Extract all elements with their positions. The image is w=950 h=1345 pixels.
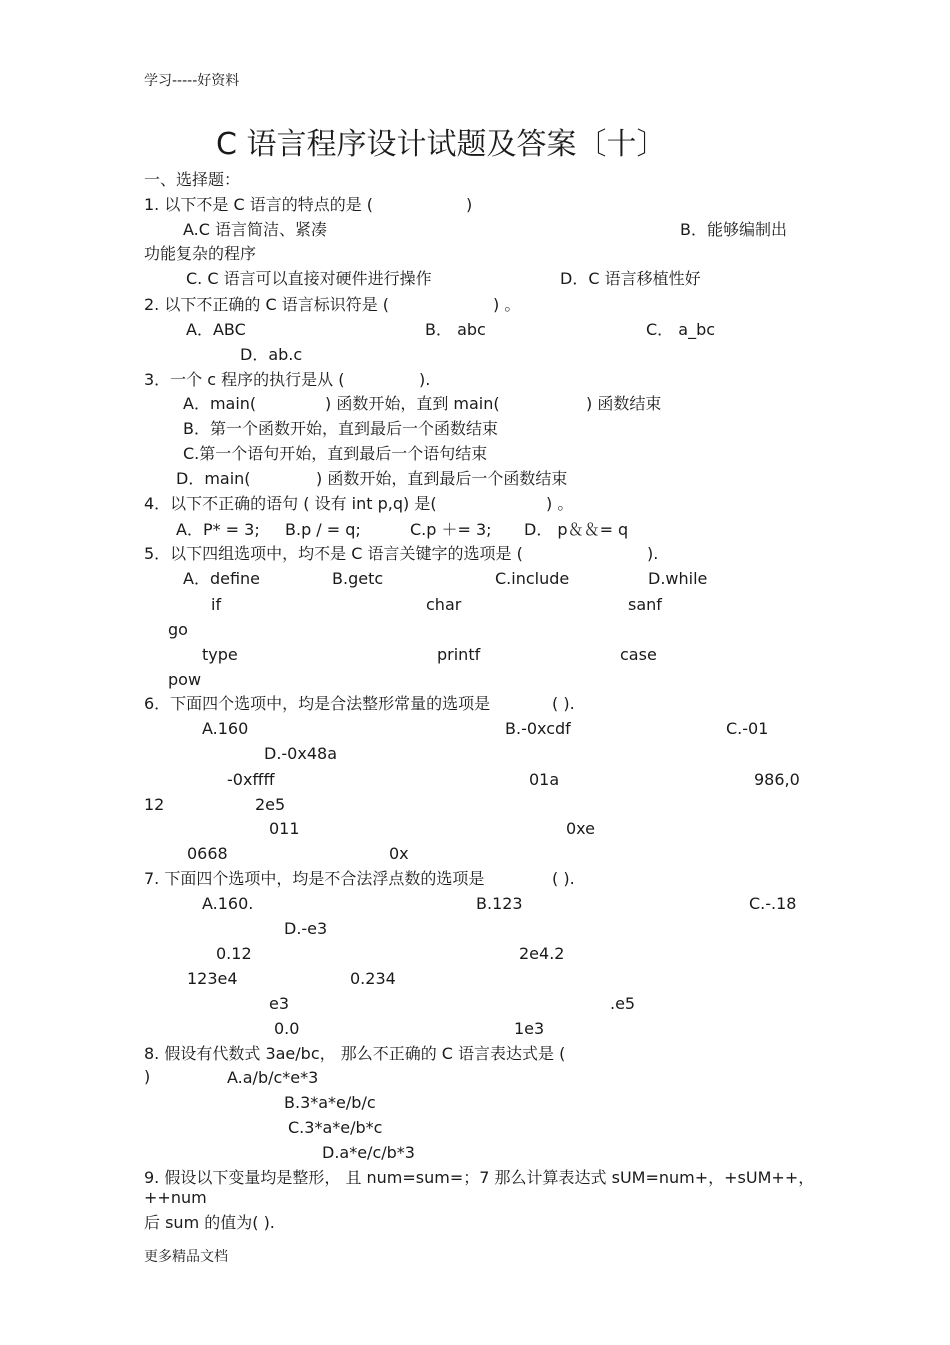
q2-stem: 2. 以下不正确的 C 语言标识符是 ( (144, 295, 390, 314)
q5-option-a: A．define (183, 569, 261, 588)
q3-close: ). (419, 370, 431, 389)
q7-row2-b: 2e4.2 (519, 944, 565, 963)
q5-close: ). (647, 544, 659, 563)
q7-row3-a: 123e4 (187, 969, 238, 988)
q8-stem: 8. 假设有代数式 3ae/bc， 那么不正确的 C 语言表达式是 ( (144, 1044, 566, 1063)
q5-option-d: D.while (648, 569, 708, 588)
q6-row3-b: 2e5 (255, 795, 286, 814)
q7-row4-b: .e5 (610, 994, 636, 1013)
q5-row4-c: case (620, 645, 657, 664)
q3-stem: 3．一个 c 程序的执行是从 ( (144, 370, 345, 389)
q1-close: ) (466, 195, 473, 214)
q9-line3: 后 sum 的值为( ). (144, 1213, 275, 1232)
q5-option-b: B.getc (332, 569, 384, 588)
q5-row2-a: if (211, 595, 222, 614)
q4-option-b: B.p / = q; (285, 520, 361, 539)
q5-row2-b: char (426, 595, 462, 614)
q6-row4-a: 011 (269, 819, 300, 838)
q6-option-d: D.-0x48a (264, 744, 337, 763)
q6-row5-b: 0x (389, 844, 409, 863)
q8-option-a: A.a/b/c*e*3 (227, 1068, 319, 1087)
q7-row5-a: 0.0 (274, 1019, 300, 1038)
q7-stem: 7. 下面四个选项中，均是不合法浮点数的选项是 (144, 869, 485, 888)
q7-row2-a: 0.12 (216, 944, 252, 963)
q6-paren: ( ). (552, 694, 575, 713)
q6-option-c: C.-01 (726, 719, 769, 738)
q1-stem: 1. 以下不是 C 语言的特点的是 ( (144, 195, 374, 214)
q6-option-b: B.-0xcdf (505, 719, 571, 738)
q3-option-c: C.第一个语句开始，直到最后一个语句结束 (183, 444, 488, 463)
q5-row3: go (168, 620, 188, 639)
q5-row5: pow (168, 670, 202, 689)
q9-line2: ++num (144, 1188, 207, 1207)
q2-option-b: B． abc (425, 320, 486, 339)
q6-row4-b: 0xe (566, 819, 595, 838)
q4-stem: 4．以下不正确的语句 ( 设有 int p,q) 是( (144, 494, 437, 513)
q9-line1: 9. 假设以下变量均是整形， 且 num=sum=；7 那么计算表达式 sUM=num+，+sUM++， (144, 1168, 815, 1187)
q4-option-a: A．P* = 3; (176, 520, 260, 539)
q7-row5-b: 1e3 (514, 1019, 545, 1038)
q1-option-a: A.C 语言简洁、紧凑 (183, 220, 328, 239)
q8-option-c: C.3*a*e/b*c (288, 1118, 383, 1137)
q3-option-a-part2: ) 函数开始，直到 main( (325, 394, 500, 413)
q6-row3-a: 12 (144, 795, 165, 814)
q3-option-d-part1: D．main( (176, 469, 251, 488)
q1-option-d: D．C 语言移植性好 (560, 269, 701, 288)
q5-row4-b: printf (437, 645, 481, 664)
q6-row5-a: 0668 (187, 844, 228, 863)
q7-row4-a: e3 (269, 994, 290, 1013)
page-header: 学习-----好资料 (144, 73, 240, 89)
q4-close: ) 。 (546, 494, 574, 513)
q4-option-d: D． p＆＆= q (524, 520, 629, 539)
page-footer: 更多精品文档 (144, 1249, 228, 1265)
q1-option-c: C. C 语言可以直接对硬件进行操作 (186, 269, 432, 288)
q2-option-d: D．ab.c (240, 345, 303, 364)
q7-option-c: C.-.18 (749, 894, 797, 913)
q3-option-a-part1: A．main( (183, 394, 257, 413)
q6-row2-b: 01a (529, 770, 560, 789)
q6-option-a: A.160 (202, 719, 249, 738)
q3-option-b: B．第一个函数开始，直到最后一个函数结束 (183, 419, 498, 438)
q1-option-b: B．能够编制出 (680, 220, 787, 239)
q8-option-b: B.3*a*e/b/c (284, 1093, 376, 1112)
q2-close: ) 。 (493, 295, 521, 314)
q7-option-b: B.123 (476, 894, 523, 913)
q3-option-d-part2: ) 函数开始，直到最后一个函数结束 (316, 469, 568, 488)
q2-option-a: A．ABC (186, 320, 246, 339)
section-heading: 一、选择题： (144, 170, 241, 189)
q2-option-c: C． a_bc (646, 320, 716, 339)
q1-option-b-cont: 功能复杂的程序 (144, 244, 257, 263)
q6-row2-c: 986,0 (754, 770, 800, 789)
q6-stem: 6．下面四个选项中，均是合法整形常量的选项是 (144, 694, 491, 713)
q6-row2-a: -0xffff (227, 770, 275, 789)
q7-row3-b: 0.234 (350, 969, 396, 988)
q7-option-a: A.160. (202, 894, 254, 913)
q7-option-d: D.-e3 (284, 919, 328, 938)
q5-stem: 5．以下四组选项中，均不是 C 语言关键字的选项是 ( (144, 544, 523, 563)
q7-paren: ( ). (552, 869, 575, 888)
q5-option-c: C.include (495, 569, 570, 588)
q4-option-c: C.p ＋= 3; (410, 520, 492, 539)
q8-option-d: D.a*e/c/b*3 (322, 1143, 415, 1162)
q5-row4-a: type (202, 645, 238, 664)
q8-close: ) (144, 1067, 151, 1086)
document-title: C 语言程序设计试题及答案〔十〕 (216, 127, 667, 162)
q5-row2-c: sanf (628, 595, 662, 614)
q3-option-a-part3: ) 函数结束 (586, 394, 662, 413)
